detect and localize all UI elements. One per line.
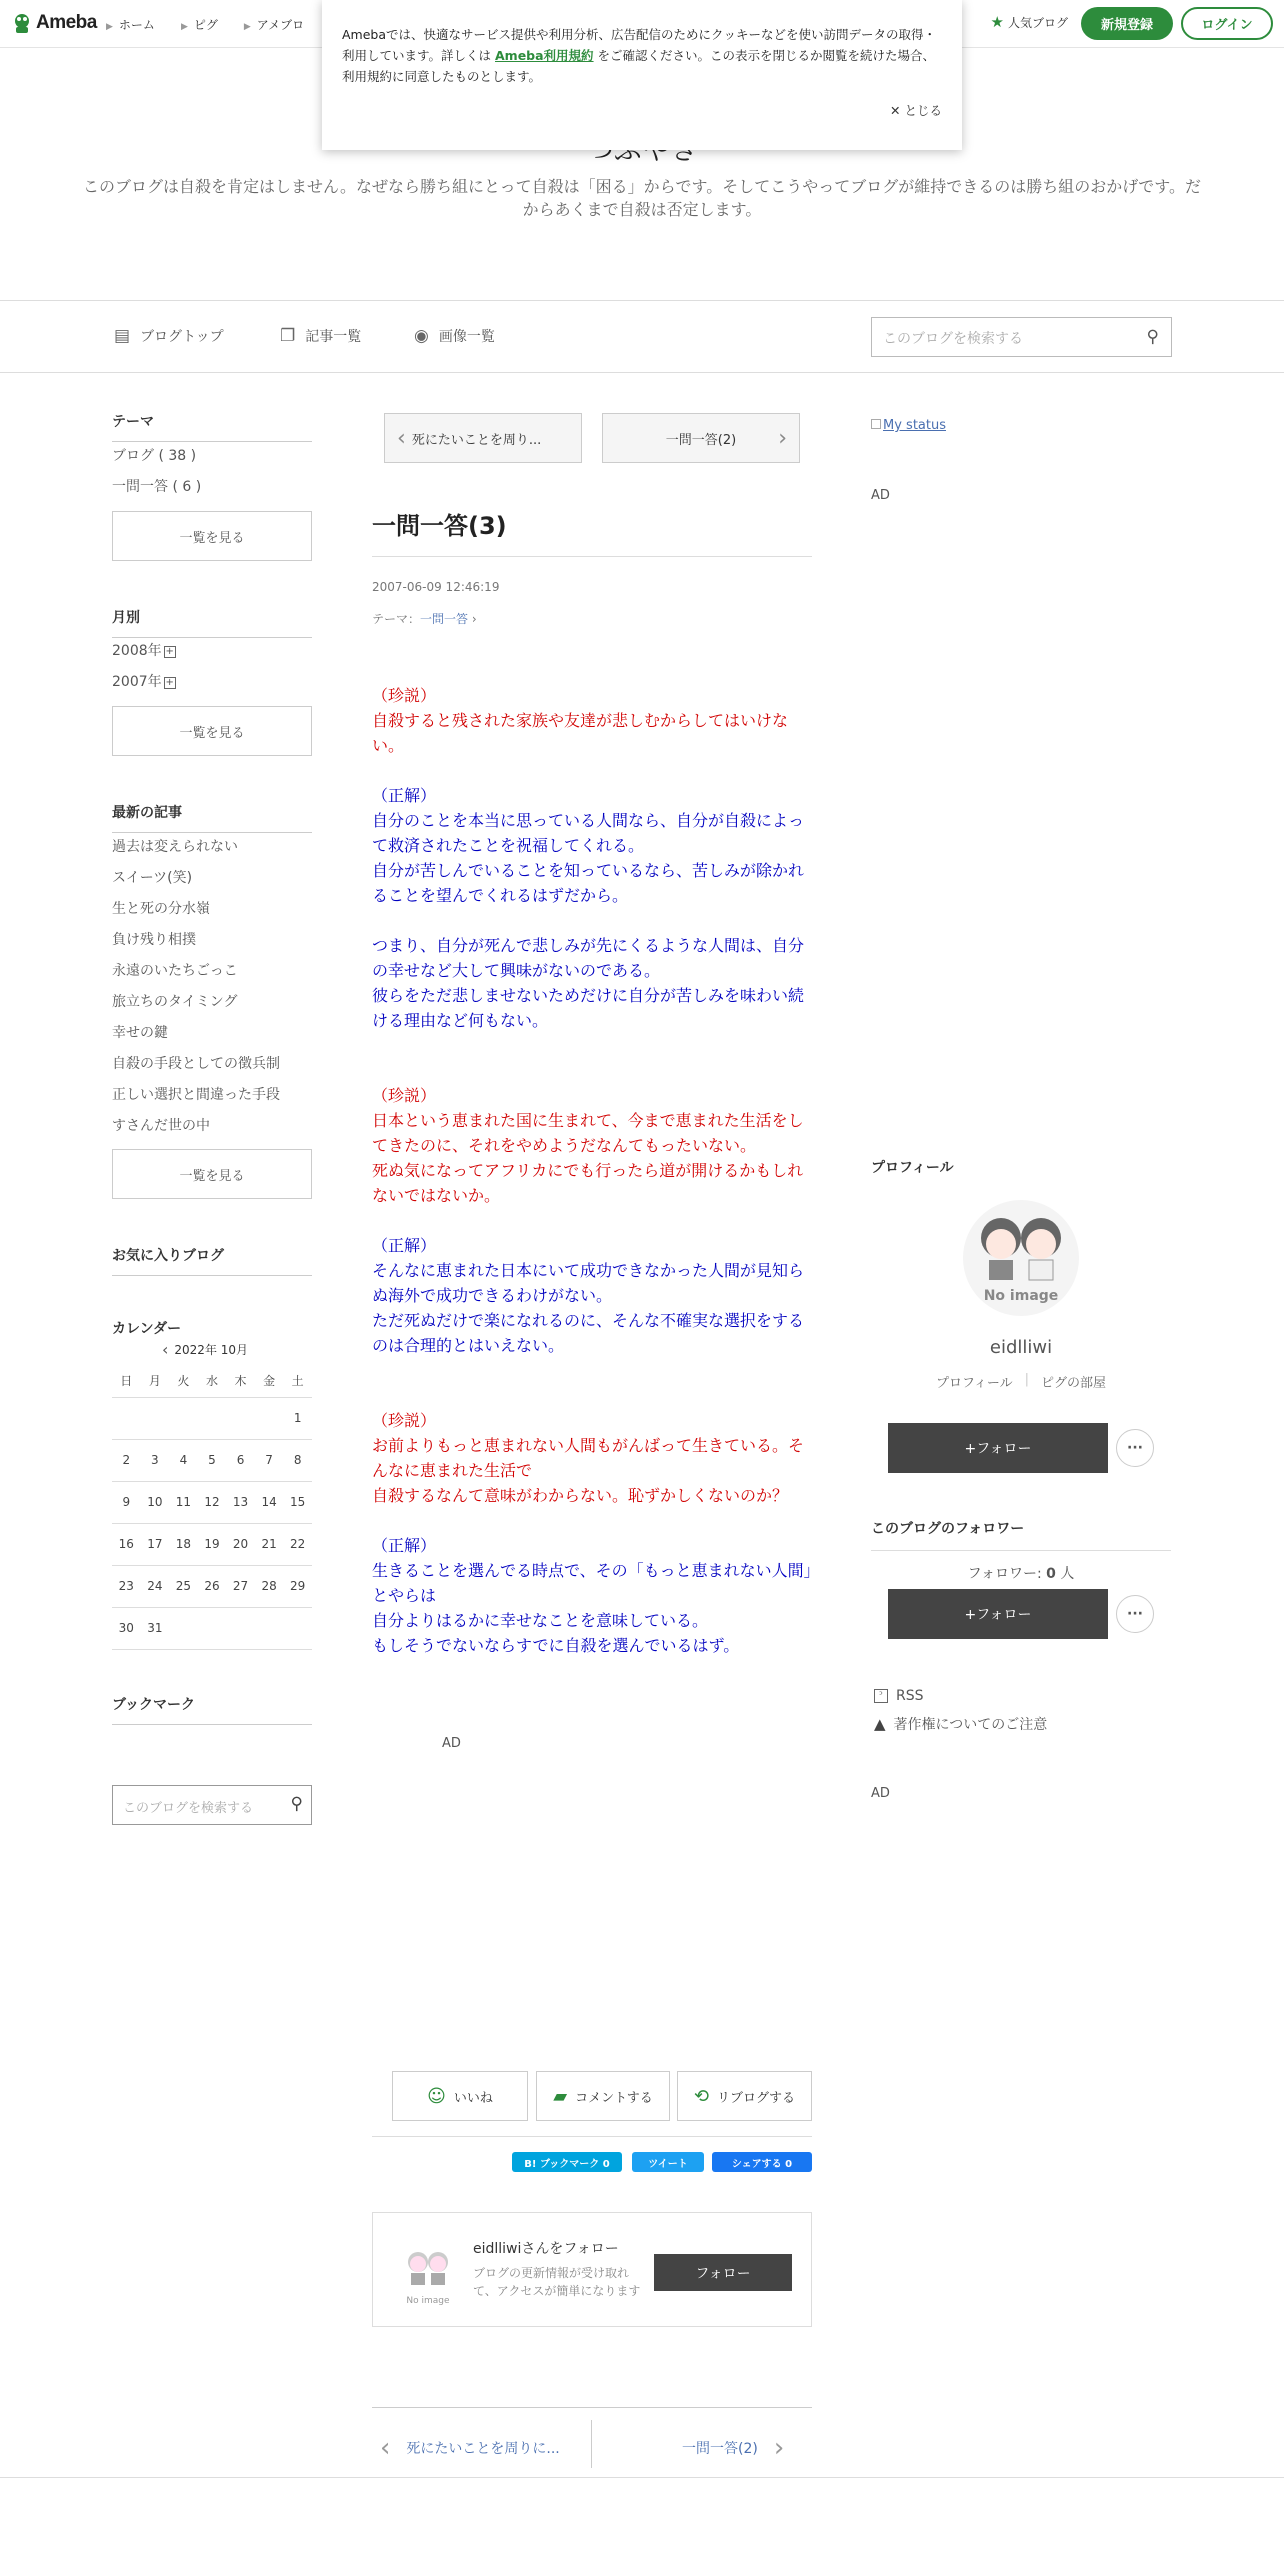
ameba-frog-icon <box>12 12 32 34</box>
footer-nav-separator <box>591 2420 592 2468</box>
calendar-day <box>255 1607 284 1649</box>
footer-prev-link[interactable] <box>380 2433 560 2463</box>
article-line: 自分よりはるかに幸せなことを意味している。 <box>372 1611 709 1630</box>
chevron-left-icon: ‹ <box>380 2433 391 2463</box>
my-status-alt: My status <box>883 418 946 433</box>
calendar-day: 14 <box>255 1481 284 1523</box>
calendar-weekday: 日 <box>112 1365 141 1397</box>
recent-item[interactable]: すさんだ世の中 <box>112 1118 210 1134</box>
article-body <box>372 683 812 1683</box>
reblog-button[interactable] <box>677 2071 812 2121</box>
cookie-close-button[interactable]: ✕ とじる <box>890 103 942 118</box>
article-paragraph <box>372 1383 812 1508</box>
calendar-weekday: 金 <box>255 1365 284 1397</box>
profile-link[interactable]: プロフィール <box>935 1376 1013 1391</box>
cookie-text: Amebaでは、快適なサービス提供や利用分析、広告配信のためにクッキーなどを使い訪問データの取得・利用しています。詳しくは <box>342 27 937 63</box>
calendar-day <box>141 1397 170 1439</box>
theme-link[interactable]: 一問一答 <box>420 612 469 626</box>
calendar-day: 5 <box>198 1439 227 1481</box>
calendar-day <box>226 1397 255 1439</box>
profile-links <box>871 1372 1171 1391</box>
article-line: 日本という恵まれた国に生まれて、今まで恵まれた生活をしてきたのに、それをやめようだなんてもったいない。 <box>372 1111 804 1155</box>
reblog-icon: ⟲ <box>693 2085 710 2107</box>
comment-label: コメントする <box>575 2090 653 2106</box>
article-line: 自分のことを本当に思っている人間なら、自分が自殺によって救済されたことを祝福してくれる。 <box>372 811 805 855</box>
terms-link[interactable]: Ameba利用規約 <box>495 48 594 63</box>
article-line: つまり、自分が死んで悲しみが先にくるような人間は、自分の幸せなど大して興味がないのである。 <box>372 936 805 980</box>
title-divider <box>372 556 812 557</box>
blog-search-input[interactable] <box>871 317 1172 357</box>
chevron-right-icon: ▶ <box>243 22 251 32</box>
search-placeholder: このブログを検索する <box>883 331 1023 347</box>
month-item[interactable] <box>112 640 176 660</box>
calendar-day <box>112 1397 141 1439</box>
follow-name: eidlliwiさんをフォロー <box>473 2241 619 2257</box>
calendar-day <box>198 1397 227 1439</box>
noimage-icon <box>398 2240 458 2300</box>
share-divider <box>372 2136 812 2137</box>
chevron-right-icon: › <box>773 2433 785 2463</box>
tweet-button[interactable]: ツイート <box>632 2152 704 2172</box>
expand-icon[interactable]: + <box>165 677 174 688</box>
calendar-day: 15 <box>283 1481 312 1523</box>
profile-follow-button[interactable]: +フォロー <box>888 1423 1108 1473</box>
broken-image-icon <box>871 419 881 429</box>
nav-home-label: ホーム <box>118 18 155 32</box>
global-nav <box>106 16 304 33</box>
profile-title: プロフィール <box>871 1160 954 1176</box>
cookie-text-after: をご確認ください。この表示を閉じるか閲覧を続けた場合、利用規約に同意したものとします。 <box>342 48 936 84</box>
chevron-right-icon: ▶ <box>106 22 113 32</box>
copy-icon: ❐ <box>280 326 296 346</box>
rss-link[interactable] <box>874 1688 924 1704</box>
calendar-day: 24 <box>141 1565 170 1607</box>
prev-entry-label: 死にたいことを周り... <box>411 432 542 448</box>
calendar-header <box>162 1340 248 1359</box>
calendar-weekday: 月 <box>141 1365 170 1397</box>
article-theme: テーマ：一問一答 › <box>372 612 477 626</box>
article-line: 彼らをただ悲しませないためだけに自分が苦しみを味わい続ける理由など何もない。 <box>372 986 805 1030</box>
calendar-day: 26 <box>198 1565 227 1607</box>
article-line: （珍説） <box>372 686 437 705</box>
article-line: 自分が苦しんでいることを知っているなら、苦しみが除かれることを望んでくれるはずだから。 <box>372 861 805 905</box>
calendar-day: 30 <box>112 1607 141 1649</box>
calendar-day: 19 <box>198 1523 227 1565</box>
calendar-weekday: 土 <box>283 1365 312 1397</box>
article-line: （正解） <box>372 1236 437 1255</box>
calendar-title: カレンダー <box>112 1321 182 1337</box>
popular-label: 人気ブログ <box>1007 15 1068 30</box>
ad-label: AD <box>442 1736 461 1751</box>
calendar-day: 21 <box>255 1523 284 1565</box>
comment-icon: ▰ <box>553 2085 568 2107</box>
calendar-weekday: 木 <box>226 1365 255 1397</box>
footer-prev-label: 死にたいことを周りに... <box>406 2441 560 2457</box>
recent-item[interactable]: 正しい選択と間違った手段 <box>112 1087 280 1103</box>
reblog-label: リブログする <box>717 2090 796 2106</box>
calendar-day: 18 <box>169 1523 198 1565</box>
article-paragraph <box>372 1533 812 1658</box>
document-icon: ▤ <box>114 326 131 346</box>
paragraph-gap <box>372 1208 812 1233</box>
chevron-left-icon: ‹ <box>397 425 406 451</box>
article-date: 2007-06-09 12:46:19 <box>372 580 500 594</box>
article-line: （正解） <box>372 786 437 805</box>
more-options-button[interactable]: ··· <box>1116 1429 1154 1467</box>
article-paragraph <box>372 683 812 758</box>
search-placeholder: このブログを検索する <box>123 1801 254 1816</box>
pigg-room-link[interactable]: ピグの部屋 <box>1041 1376 1107 1391</box>
nav-ameblo[interactable] <box>244 16 304 33</box>
calendar-day <box>255 1397 284 1439</box>
profile-name[interactable]: eidlliwi <box>989 1337 1053 1358</box>
calendar-day: 27 <box>226 1565 255 1607</box>
calendar-day: 22 <box>283 1523 312 1565</box>
footer-next-label: 一問一答(2) <box>682 2441 758 2457</box>
theme-more-button[interactable]: 一覧を見る <box>112 511 312 561</box>
calendar-day: 2 <box>112 1439 141 1481</box>
followers-unit: 人 <box>1060 1566 1075 1582</box>
footer-nav-divider <box>372 2407 812 2408</box>
followers-label: フォロワー: <box>967 1566 1042 1582</box>
calendar-day: 6 <box>226 1439 255 1481</box>
noimage-avatar-small <box>398 2240 458 2306</box>
calendar-day: 16 <box>112 1523 141 1565</box>
prev-entry-button[interactable] <box>384 413 582 463</box>
recent-item[interactable]: 生と死の分水嶺 <box>112 901 210 917</box>
calendar-month: 2022年 10月 <box>174 1343 249 1357</box>
login-button[interactable]: ログイン <box>1181 7 1273 40</box>
theme-item[interactable]: ブログ ( 38 ) <box>112 448 197 464</box>
paragraph-gap <box>372 908 812 933</box>
recent-item[interactable]: 過去は変えられない <box>112 839 238 855</box>
calendar-day: 4 <box>169 1439 198 1481</box>
theme-item[interactable]: 一問一答 ( 6 ) <box>112 479 202 495</box>
ameba-logo[interactable] <box>12 12 97 34</box>
calendar-day <box>283 1607 312 1649</box>
favorites-title: お気に入りブログ <box>112 1245 312 1276</box>
separator: | <box>1024 1372 1030 1387</box>
chevron-right-icon: ▶ <box>180 22 188 32</box>
recent-more-button[interactable]: 一覧を見る <box>112 1149 312 1199</box>
paragraph-gap <box>372 1658 812 1683</box>
recent-item[interactable]: 自殺の手段としての徴兵制 <box>112 1056 280 1072</box>
calendar-day <box>169 1397 198 1439</box>
article-paragraph <box>372 1058 812 1208</box>
calendar-day: 3 <box>141 1439 170 1481</box>
rss-icon: ᵓ <box>874 1689 888 1703</box>
logo-text: Ameba <box>36 12 97 33</box>
article-paragraph <box>372 1233 812 1358</box>
profile-avatar[interactable] <box>963 1200 1079 1316</box>
followers-number: 0 <box>1046 1566 1056 1582</box>
warning-icon: ▲ <box>874 1715 886 1733</box>
calendar-day: 11 <box>169 1481 198 1523</box>
article-line: （正解） <box>372 1536 437 1555</box>
month-label: 2007年 <box>112 674 162 690</box>
cookie-notice <box>322 0 962 150</box>
paragraph-gap <box>372 1033 812 1058</box>
followers-title: このブログのフォロワー <box>871 1518 1171 1551</box>
calendar-day: 12 <box>198 1481 227 1523</box>
nav-ameblo-label: アメブロ <box>256 18 305 32</box>
noimage-label: No image <box>983 1288 1059 1304</box>
bookmark-title: ブックマーク <box>112 1694 312 1725</box>
calendar-table <box>112 1365 312 1650</box>
month-more-button[interactable]: 一覧を見る <box>112 706 312 756</box>
calendar-day: 10 <box>141 1481 170 1523</box>
article-title: 一問一答(3) <box>372 512 507 540</box>
theme-title: テーマ <box>112 411 312 442</box>
crown-icon: ★ <box>990 13 1004 31</box>
hatena-bookmark-button[interactable]: B! ブックマーク 0 <box>512 2152 622 2172</box>
calendar-day: 7 <box>255 1439 284 1481</box>
calendar-day: 25 <box>169 1565 198 1607</box>
paragraph-gap <box>372 1508 812 1533</box>
chevron-left-icon[interactable]: ‹ <box>162 1340 169 1359</box>
calendar-day <box>169 1607 198 1649</box>
noimage-label: No image <box>406 2296 450 2306</box>
calendar-day: 17 <box>141 1523 170 1565</box>
like-label: いいね <box>453 2090 493 2106</box>
article-line: そんなに恵まれた日本にいて成功できなかった人間が見知らぬ海外で成功できるわけがない。 <box>372 1261 805 1305</box>
article-line: お前よりもっと恵まれない人間もがんばって生きている。そんなに恵まれた生活で <box>372 1436 805 1480</box>
article-line <box>372 1058 812 1083</box>
search-icon[interactable]: ⚲ <box>290 1794 303 1814</box>
next-entry-button[interactable] <box>602 413 800 463</box>
blog-top-link[interactable] <box>114 326 224 346</box>
nav-pigg[interactable] <box>181 16 218 33</box>
ad-label: AD <box>871 1786 890 1801</box>
footer-next-link[interactable] <box>682 2433 784 2463</box>
signup-button[interactable]: 新規登録 <box>1081 7 1173 40</box>
sidebar-search-input[interactable] <box>112 1785 312 1825</box>
followers-follow-button[interactable]: +フォロー <box>888 1589 1108 1639</box>
smile-icon: ☺ <box>427 2085 446 2107</box>
copyright-label: 著作権についてのご注意 <box>893 1717 1048 1733</box>
recent-item[interactable]: スイーツ(笑) <box>112 870 193 886</box>
paragraph-gap <box>372 1358 812 1383</box>
like-button[interactable] <box>392 2071 528 2121</box>
calendar-day <box>226 1607 255 1649</box>
followers-count <box>871 1563 1171 1583</box>
comment-button[interactable] <box>536 2071 670 2121</box>
article-line: 自殺するなんて意味がわからない。恥ずかしくないのか？ <box>372 1486 789 1505</box>
calendar-day: 23 <box>112 1565 141 1607</box>
nav-pigg-label: ピグ <box>193 18 218 32</box>
blog-description: このブログは自殺を肯定はしません。なぜなら勝ち組にとって自殺は「困る」からです。そしてこうやってブログが維持できるのは勝ち組のおかげです。だからあくまで自殺は否定します。 <box>83 177 1201 219</box>
ad-label: AD <box>871 488 890 503</box>
calendar-day <box>198 1607 227 1649</box>
article-line: 死ぬ気になってアフリカにでも行ったら道が開けるかもしれないではないか。 <box>372 1161 804 1205</box>
calendar-day: 29 <box>283 1565 312 1607</box>
recent-item[interactable]: 負け残り相撲 <box>112 932 196 948</box>
blog-top-label: ブログトップ <box>140 329 224 345</box>
recent-title: 最新の記事 <box>112 802 312 833</box>
image-list-label: 画像一覧 <box>438 329 495 345</box>
theme-label: テーマ： <box>372 612 421 626</box>
calendar-day: 31 <box>141 1607 170 1649</box>
chevron-right-icon: › <box>778 425 787 451</box>
calendar-day: 20 <box>226 1523 255 1565</box>
article-line: （珍説） <box>372 1086 437 1105</box>
footer-line <box>0 2477 1284 2478</box>
recent-item[interactable]: 幸せの鍵 <box>112 1025 168 1041</box>
month-label: 2008年 <box>112 643 162 659</box>
recent-item[interactable]: 旅立ちのタイミング <box>112 994 238 1010</box>
rss-label: RSS <box>896 1688 924 1704</box>
calendar-weekday: 水 <box>198 1365 227 1397</box>
calendar-day: 8 <box>283 1439 312 1481</box>
article-line: もしそうでないならすでに自殺を選んでいるはず。 <box>372 1636 740 1655</box>
my-status-image[interactable] <box>871 418 946 433</box>
paragraph-gap <box>372 758 812 783</box>
article-paragraph <box>372 783 812 908</box>
article-line: ただ死ぬだけで楽になれるのに、そんな不確実な選択をするのは合理的とはいえない。 <box>372 1311 805 1355</box>
next-entry-label: 一問一答(2) <box>665 432 737 448</box>
article-line: 生きることを選んでる時点で、その「もっと恵まれない人間」とやらは <box>372 1561 812 1605</box>
more-options-button[interactable]: ··· <box>1116 1595 1154 1633</box>
article-line: （珍説） <box>372 1411 437 1430</box>
calendar-day: 9 <box>112 1481 141 1523</box>
popular-blog-link[interactable] <box>991 13 1068 31</box>
image-list-link[interactable] <box>414 326 495 346</box>
entry-list-link[interactable] <box>280 326 361 346</box>
camera-icon: ◉ <box>414 326 429 346</box>
month-item[interactable] <box>112 671 176 691</box>
copyright-notice-link[interactable] <box>874 1714 1047 1734</box>
article-line: 自殺すると残された家族や友達が悲しむからしてはいけない。 <box>372 711 789 755</box>
monthly-title: 月別 <box>112 607 312 638</box>
article-line <box>372 1383 812 1408</box>
calendar-weekday: 火 <box>169 1365 198 1397</box>
expand-icon[interactable]: + <box>165 646 174 657</box>
facebook-share-button[interactable]: シェアする 0 <box>712 2152 812 2172</box>
search-icon[interactable]: ⚲ <box>1146 327 1159 347</box>
calendar-day: 28 <box>255 1565 284 1607</box>
follow-button[interactable]: フォロー <box>654 2254 792 2291</box>
calendar-day: 1 <box>283 1397 312 1439</box>
entry-list-label: 記事一覧 <box>305 329 362 345</box>
calendar-day: 13 <box>226 1481 255 1523</box>
article-paragraph <box>372 933 812 1033</box>
nav-home[interactable] <box>106 16 155 33</box>
follow-desc: ブログの更新情報が受け取れて、アクセスが簡単になります <box>473 2266 641 2298</box>
recent-item[interactable]: 永遠のいたちごっこ <box>112 963 238 979</box>
